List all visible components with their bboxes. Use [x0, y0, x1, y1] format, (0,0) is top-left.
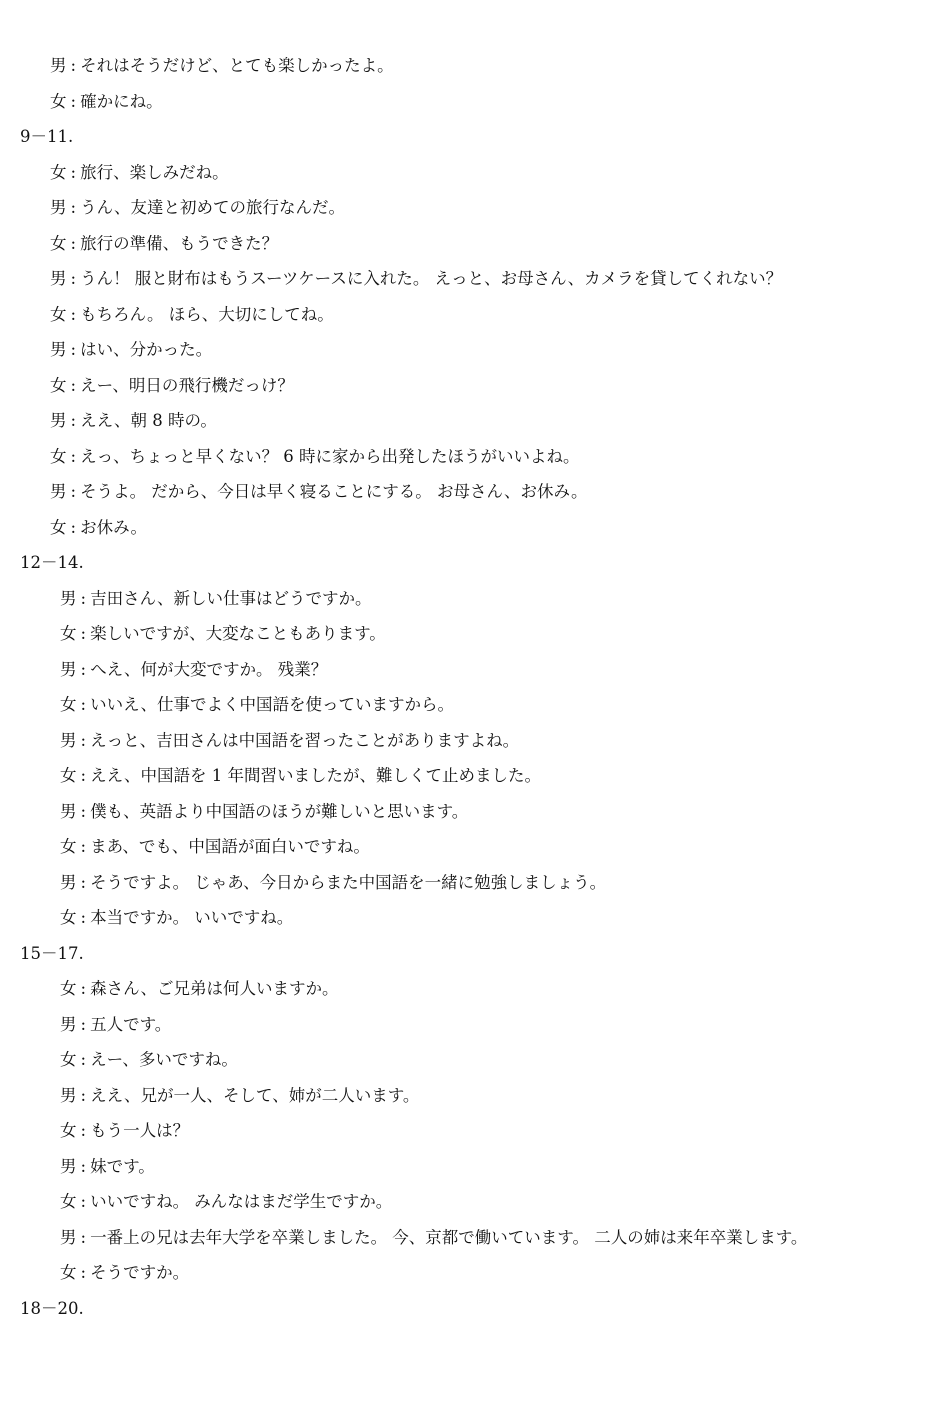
speaker-label: 女	[60, 766, 77, 785]
speaker-label: 男	[60, 659, 77, 679]
utterance-text: 旅行、楽しみだね。	[80, 162, 229, 182]
dialogue-line	[0, 368, 950, 404]
utterance-text: 五人です。	[90, 1014, 172, 1034]
dialogue-line	[0, 297, 950, 333]
colon: :	[80, 979, 87, 998]
colon: :	[70, 233, 77, 253]
speaker-label: 女	[50, 162, 67, 182]
speaker-label: 女	[60, 1050, 77, 1069]
question-number-15-17: 15－17.	[20, 943, 84, 963]
utterance-text: 確かにね。	[80, 91, 163, 111]
speaker-label: 男	[60, 588, 77, 608]
colon: :	[70, 411, 77, 430]
speaker-label: 男	[60, 801, 77, 821]
colon: :	[70, 198, 77, 217]
colon: :	[80, 695, 87, 714]
document-page	[0, 48, 950, 1326]
colon: :	[70, 304, 77, 324]
speaker-label: 女	[60, 979, 77, 998]
dialogue-line	[0, 48, 950, 84]
speaker-label: 男	[60, 872, 77, 892]
speaker-label: 女	[50, 517, 67, 537]
colon: :	[80, 1121, 87, 1140]
dialogue-line	[0, 616, 950, 652]
dialogue-line	[0, 261, 950, 297]
utterance-text: うん！ 服と財布はもうスーツケースに入れた。 えっと、お母さん、カメラを貸してくれない？	[80, 269, 783, 288]
colon: :	[70, 446, 77, 466]
colon: :	[80, 1014, 87, 1034]
speaker-label: 女	[60, 624, 77, 643]
utterance-text: もう一人は？	[90, 1121, 190, 1140]
utterance-text: そうですよ。 じゃあ、今日からまた中国語を一緒に勉強しましょう。	[90, 872, 607, 892]
speaker-label: 男	[50, 269, 67, 288]
speaker-label: 女	[60, 1121, 77, 1140]
utterance-text: へえ、何が大変ですか。 残業？	[90, 659, 328, 679]
dialogue-line	[0, 510, 950, 546]
utterance-text: えー、明日の飛行機だっけ？	[80, 375, 294, 395]
colon: :	[70, 91, 77, 111]
dialogue-line	[0, 971, 950, 1007]
speaker-label: 女	[60, 695, 77, 714]
colon: :	[70, 340, 77, 359]
speaker-label: 女	[50, 375, 67, 395]
dialogue-line	[0, 829, 950, 865]
dialogue-line	[0, 900, 950, 936]
colon: :	[80, 1085, 87, 1105]
question-number-18-20: 18－20.	[20, 1298, 84, 1318]
colon: :	[70, 517, 77, 537]
utterance-text: 一番上の兄は去年大学を卒業しました。 今、京都で働いています。 二人の姉は来年卒業します。	[90, 1227, 808, 1247]
dialogue-line	[0, 1007, 950, 1043]
dialogue-block-9-11	[0, 155, 950, 546]
dialogue-line	[0, 1220, 950, 1256]
speaker-label: 男	[60, 1227, 77, 1247]
dialogue-line	[0, 155, 950, 191]
dialogue-block-15-17	[0, 971, 950, 1291]
dialogue-block-12-14	[0, 581, 950, 936]
colon: :	[80, 766, 87, 785]
colon: :	[80, 1192, 87, 1211]
speaker-label: 男	[50, 56, 67, 75]
dialogue-block-preceding	[0, 48, 950, 119]
speaker-label: 女	[60, 837, 77, 856]
speaker-label: 男	[50, 198, 67, 217]
speaker-label: 男	[60, 1014, 77, 1034]
utterance-text: ええ、中国語を 1 年間習いましたが、難しくて止めました。	[90, 766, 542, 785]
colon: :	[80, 730, 87, 750]
utterance-text: まあ、でも、中国語が面白いですね。	[90, 837, 370, 856]
colon: :	[80, 588, 87, 608]
dialogue-line	[0, 1042, 950, 1078]
dialogue-line	[0, 1184, 950, 1220]
colon: :	[70, 269, 77, 288]
utterance-text: はい、分かった。	[80, 340, 213, 359]
utterance-text: えっと、吉田さんは中国語を習ったことがありますよね。	[90, 730, 520, 750]
speaker-label: 男	[60, 1156, 77, 1176]
utterance-text: そうよ。 だから、今日は早く寝ることにする。 お母さん、お休み。	[80, 482, 588, 501]
dialogue-line	[0, 474, 950, 510]
dialogue-line	[0, 84, 950, 120]
colon: :	[70, 56, 77, 75]
utterance-text: 楽しいですが、大変なこともあります。	[90, 624, 386, 643]
colon: :	[80, 624, 87, 643]
colon: :	[80, 1227, 87, 1247]
utterance-text: 僕も、英語より中国語のほうが難しいと思います。	[90, 801, 469, 821]
speaker-label: 女	[50, 91, 67, 111]
speaker-label: 男	[50, 482, 67, 501]
colon: :	[80, 872, 87, 892]
utterance-text: 本当ですか。 いいですね。	[90, 908, 294, 927]
speaker-label: 男	[50, 340, 67, 359]
utterance-text: いいですね。 みんなはまだ学生ですか。	[90, 1192, 393, 1211]
utterance-text: ええ、朝 8 時の。	[80, 411, 217, 430]
utterance-text: もちろん。 ほら、大切にしてね。	[80, 304, 334, 324]
question-number-12-14: 12－14.	[20, 553, 84, 572]
dialogue-line	[0, 865, 950, 901]
utterance-text: そうですか。	[90, 1263, 190, 1282]
speaker-label: 女	[60, 908, 77, 927]
dialogue-line	[0, 190, 950, 226]
dialogue-line	[0, 723, 950, 759]
colon: :	[70, 375, 77, 395]
colon: :	[70, 482, 77, 501]
question-number-9-11: 9－11.	[20, 127, 74, 146]
colon: :	[70, 162, 77, 182]
colon: :	[80, 1050, 87, 1069]
colon: :	[80, 837, 87, 856]
dialogue-line	[0, 794, 950, 830]
speaker-label: 女	[50, 446, 67, 466]
colon: :	[80, 908, 87, 927]
colon: :	[80, 1263, 87, 1282]
dialogue-line	[0, 581, 950, 617]
colon: :	[80, 801, 87, 821]
dialogue-line	[0, 1078, 950, 1114]
dialogue-line	[0, 439, 950, 475]
speaker-label: 女	[50, 233, 67, 253]
utterance-text: うん、友達と初めての旅行なんだ。	[80, 198, 346, 217]
dialogue-line	[0, 652, 950, 688]
speaker-label: 女	[60, 1263, 77, 1282]
utterance-text: えっ、ちょっと早くない？ 6 時に家から出発したほうがいいよね。	[80, 446, 580, 466]
speaker-label: 女	[60, 1192, 77, 1211]
utterance-text: えー、多いですね。	[90, 1050, 238, 1069]
speaker-label: 男	[60, 730, 77, 750]
dialogue-line	[0, 1113, 950, 1149]
utterance-text: 森さん、ご兄弟は何人いますか。	[90, 979, 339, 998]
dialogue-line	[0, 758, 950, 794]
colon: :	[80, 659, 87, 679]
speaker-label: 男	[50, 411, 67, 430]
utterance-text: ええ、兄が一人、そして、姉が二人います。	[90, 1085, 420, 1105]
dialogue-line	[0, 332, 950, 368]
utterance-text: 妹です。	[90, 1156, 155, 1176]
utterance-text: 吉田さん、新しい仕事はどうですか。	[90, 588, 372, 608]
utterance-text: お休み。	[80, 517, 148, 537]
colon: :	[80, 1156, 87, 1176]
utterance-text: いいえ、仕事でよく中国語を使っていますから。	[90, 695, 455, 714]
speaker-label: 女	[50, 304, 67, 324]
dialogue-line	[0, 226, 950, 262]
dialogue-line	[0, 1149, 950, 1185]
utterance-text: それはそうだけど、とても楽しかったよ。	[80, 56, 394, 75]
dialogue-line	[0, 403, 950, 439]
utterance-text: 旅行の準備、もうできた？	[80, 233, 279, 253]
dialogue-line	[0, 1255, 950, 1291]
speaker-label: 男	[60, 1085, 77, 1105]
dialogue-line	[0, 687, 950, 723]
